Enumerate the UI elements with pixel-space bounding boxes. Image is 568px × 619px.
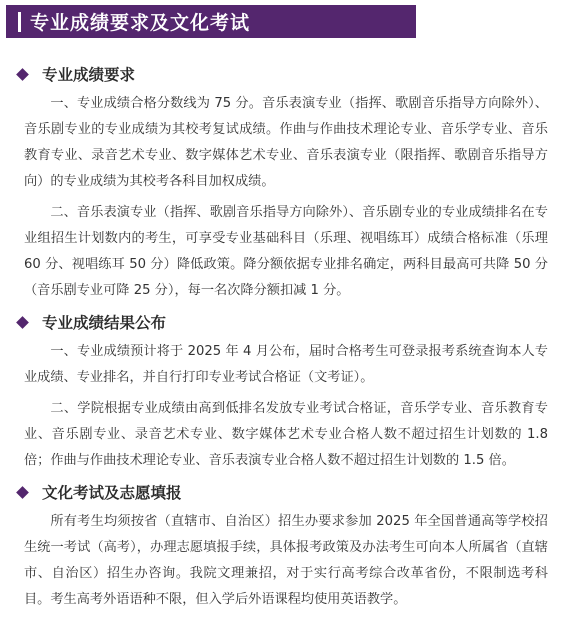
paragraph: 二、学院根据专业成绩由高到低排名发放专业考试合格证，音乐学专业、音乐教育专业、音乐剧专业、录音艺术专业、数字媒体艺术专业合格人数不超过招生计划数的 1.8 倍；作曲与作曲技术理论专业、音乐表演专业合格人数不超过招生计划数的 1.5 倍。 xyxy=(24,401,548,468)
document-body xyxy=(0,62,568,613)
page-title-banner xyxy=(6,5,416,38)
section-heading xyxy=(0,480,568,504)
page-title: 专业成绩要求及文化考试 xyxy=(30,12,251,34)
section-title: 文化考试及志愿填报 xyxy=(42,484,182,502)
section-heading xyxy=(0,62,568,86)
diamond-bullet-icon xyxy=(16,68,29,81)
title-bar-icon xyxy=(18,12,21,32)
diamond-bullet-icon xyxy=(16,316,29,329)
section-cultural-exam xyxy=(0,480,568,613)
paragraph: 二、音乐表演专业（指挥、歌剧音乐指导方向除外）、音乐剧专业的专业成绩排名在专业组招生计划数内的考生，可享受专业基础科目（乐理、视唱练耳）成绩合格标准（乐理 60 分、视唱练耳 50 分）降低政策。降分额依据专业排名确定，两科目最高可共降 50 分（音乐剧专业可降 25 分），每一名次降分额扣减 1 分。 xyxy=(24,205,548,298)
section-score-requirements xyxy=(0,62,568,304)
paragraph: 所有考生均须按省（直辖市、自治区）招生办要求参加 2025 年全国普通高等学校招生统一考试（高考），办理志愿填报手续，具体报考政策及办法考生可向本人所属省（直辖市、自治区）招生办咨询。我院文理兼招，对于实行高考综合改革省份，不限制选考科目。考生高考外语语种不限，但入学后外语课程均使用英语教学。 xyxy=(24,514,548,607)
section-title: 专业成绩结果公布 xyxy=(42,314,167,332)
paragraph: 一、专业成绩合格分数线为 75 分。音乐表演专业（指挥、歌剧音乐指导方向除外）、音乐剧专业的专业成绩为其校考复试成绩。作曲与作曲技术理论专业、音乐学专业、音乐教育专业、录音艺术专业、数字媒体艺术专业、音乐表演专业（限指挥、歌剧音乐指导方向）的专业成绩为其校考各科目加权成绩。 xyxy=(24,96,548,189)
diamond-bullet-icon xyxy=(16,486,29,499)
paragraph: 一、专业成绩预计将于 2025 年 4 月公布，届时合格考生可登录报考系统查询本人专业成绩、专业排名，并自行打印专业考试合格证（文考证）。 xyxy=(24,344,548,385)
section-heading xyxy=(0,310,568,334)
section-title: 专业成绩要求 xyxy=(42,66,136,84)
section-results-announcement xyxy=(0,310,568,474)
